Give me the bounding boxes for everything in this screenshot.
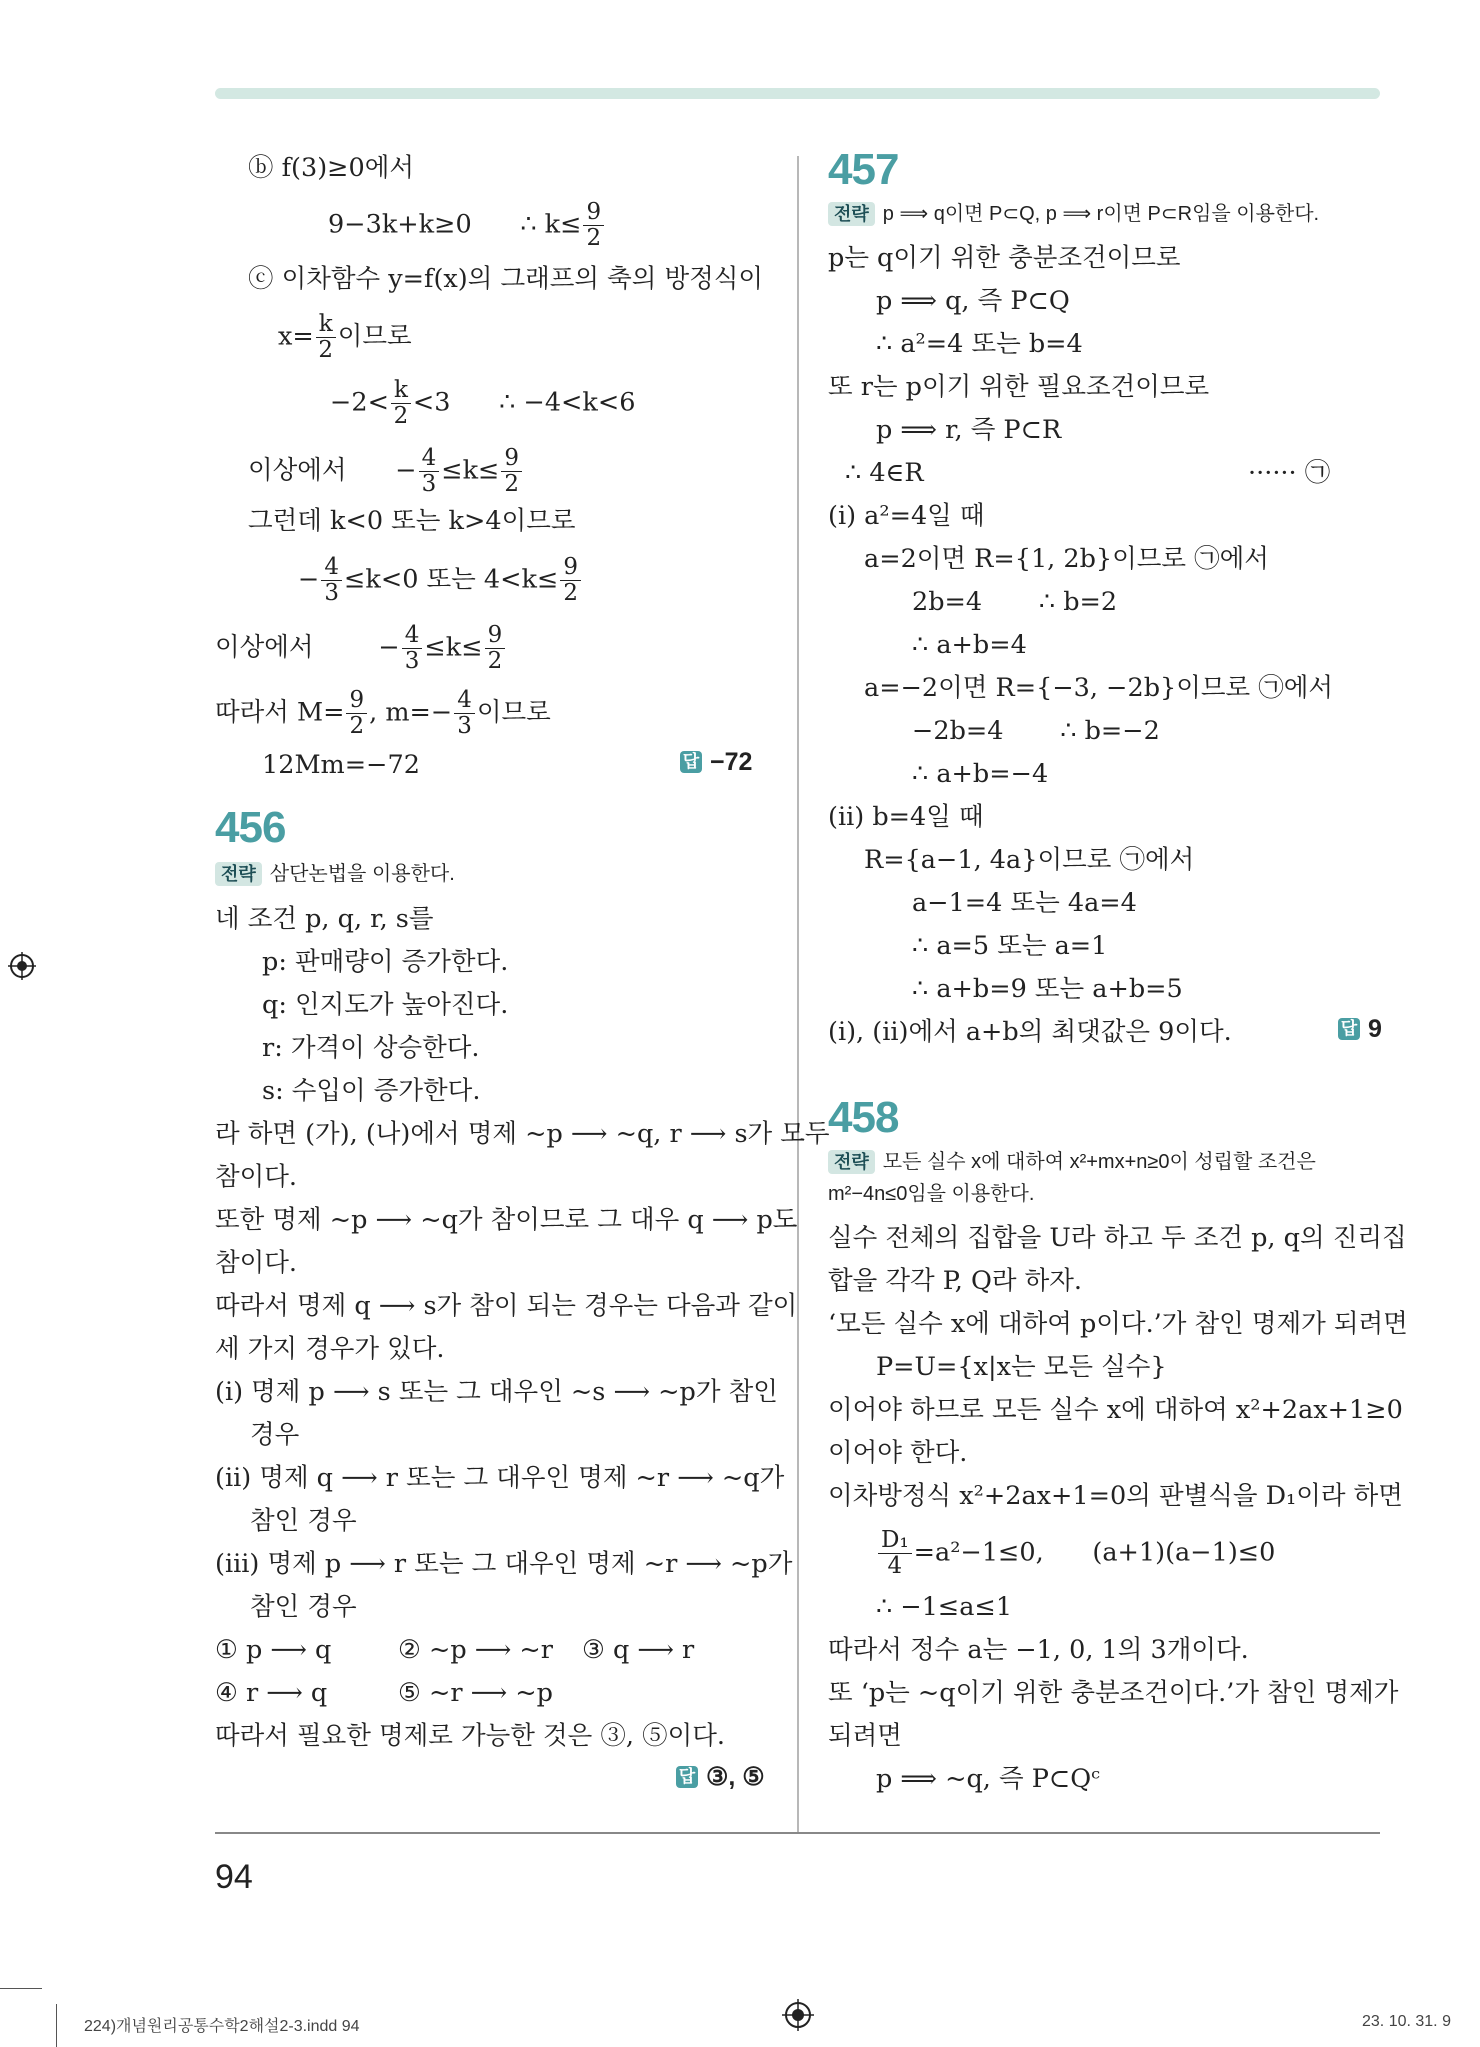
choice-4: ④ r ⟶ q: [215, 1678, 328, 1708]
text-line: a−1=4 또는 4a=4: [912, 888, 1137, 918]
footer-filename: 224)개념원리공통수학2해설2-3.indd 94: [84, 2018, 360, 2035]
text-line: 따라서 명제 q ⟶ s가 참이 되는 경우는 다음과 같이: [215, 1291, 798, 1321]
text-line: 그런데 k<0 또는 k>4이므로: [248, 506, 576, 536]
text-line: 또 ‘p는 ~q이기 위한 충분조건이다.’가 참인 명제가: [828, 1678, 1399, 1708]
text-line: 따라서 필요한 명제로 가능한 것은 ③, ⑤이다.: [215, 1721, 725, 1751]
text-line: ⓒ 이차함수 y=f(x)의 그래프의 축의 방정식이: [248, 264, 764, 294]
text-line: 참인 경우: [250, 1592, 357, 1622]
text-line: 따라서 정수 a는 −1, 0, 1의 3개이다.: [828, 1635, 1249, 1665]
text-line: (ii) 명제 q ⟶ r 또는 그 대우인 명제 ~r ⟶ ~q가: [215, 1463, 785, 1493]
column-divider: [797, 156, 799, 1834]
choice-2: ② ~p ⟶ ~r: [398, 1635, 553, 1665]
text-line: p는 q이기 위한 충분조건이므로: [828, 243, 1181, 273]
choice-1: ① p ⟶ q: [215, 1635, 332, 1665]
text-line: (i) a²=4일 때: [828, 501, 985, 531]
text-line: 되려면: [828, 1721, 902, 1751]
text-line: ∴ a+b=9 또는 a+b=5: [912, 974, 1183, 1004]
text-line: (iii) 명제 p ⟶ r 또는 그 대우인 명제 ~r ⟶ ~p가: [215, 1549, 793, 1579]
text-line: 이어야 한다.: [828, 1438, 968, 1468]
text-line: (ii) b=4일 때: [828, 802, 984, 832]
crop-mark: [0, 1988, 42, 1989]
problem-number-456: 456: [215, 803, 286, 852]
text-line: 경우: [250, 1420, 300, 1450]
answer-457: 답 9: [1338, 1015, 1382, 1044]
strategy-457: 전략 p ⟹ q이면 P⊂Q, p ⟹ r이면 P⊂R임을 이용한다.: [828, 200, 1319, 228]
problem-number-457: 457: [828, 145, 899, 194]
text-line: ∴ a+b=−4: [912, 759, 1049, 789]
page-number: 94: [215, 1858, 253, 1896]
text-line: ‘모든 실수 x에 대하여 p이다.’가 참인 명제가 되려면: [828, 1309, 1408, 1339]
text-line: 실수 전체의 집합을 U라 하고 두 조건 p, q의 진리집: [828, 1223, 1407, 1253]
text-line: − $\frac{4}{3}$ ≤k<0 또는 4<k≤ $\frac{9}{2}$: [298, 555, 583, 606]
text-line: 합을 각각 P, Q라 하자.: [828, 1266, 1082, 1296]
text-line: ∴ a+b=4: [912, 630, 1027, 660]
strategy-456: 전략 삼단논법을 이용한다.: [215, 860, 455, 888]
text-line: 참인 경우: [250, 1506, 357, 1536]
strategy-tag: 전략: [828, 1150, 875, 1174]
text-line: 이차방정식 x²+2ax+1=0의 판별식을 D₁이라 하면: [828, 1481, 1403, 1511]
registration-mark-icon: [782, 1999, 814, 2031]
footer-date: 23. 10. 31. 9: [1362, 2013, 1451, 2030]
text-line: 또한 명제 ~p ⟶ ~q가 참이므로 그 대우 q ⟶ p도: [215, 1205, 798, 1235]
equation-label: ······ ㉠: [1248, 458, 1331, 488]
text-line: ∴ a=5 또는 a=1: [912, 931, 1108, 961]
answer-456: 답 ③, ⑤: [676, 1762, 765, 1792]
text-line: 따라서 M= $\frac{9}{2}$ , m=− $\frac{4}{3}$ 이므로: [215, 687, 551, 739]
text-line: p ⟹ ~q, 즉 P⊂Qᶜ: [876, 1764, 1100, 1794]
text-line: 이어야 하므로 모든 실수 x에 대하여 x²+2ax+1≥0: [828, 1395, 1403, 1425]
choice-5: ⑤ ~r ⟶ ~p: [398, 1678, 553, 1708]
strategy-tag: 전략: [215, 862, 262, 886]
problem-number-458: 458: [828, 1093, 899, 1142]
text-line: s: 수입이 증가한다.: [262, 1076, 481, 1106]
text-line: a=2이면 R={1, 2b}이므로 ㉠에서: [864, 544, 1269, 574]
strategy-458-cont: m²−4n≤0임을 이용한다.: [828, 1183, 1035, 1205]
text-line: 2b=4 ∴ b=2: [912, 587, 1118, 617]
choice-3: ③ q ⟶ r: [582, 1635, 695, 1665]
header-bar: [215, 88, 1380, 99]
text-line: 12Mm=−72: [262, 750, 420, 780]
text-line: ∴ a²=4 또는 b=4: [876, 329, 1083, 359]
text-line: 9−3k+k≥0 ∴ k≤ $\frac{9}{2}$: [328, 200, 606, 251]
text-line: 세 가지 경우가 있다.: [215, 1334, 445, 1364]
answer-icon: 답: [676, 1766, 698, 1788]
text-line: 참이다.: [215, 1248, 298, 1278]
answer-icon: 답: [1338, 1018, 1360, 1040]
text-line: p ⟹ r, 즉 P⊂R: [876, 415, 1062, 445]
text-line: 또 r는 p이기 위한 필요조건이므로: [828, 372, 1210, 402]
text-line: P=U={x|x는 모든 실수}: [876, 1352, 1167, 1382]
text-line: 이상에서 − $\frac{4}{3}$ ≤k≤ $\frac{9}{2}$: [248, 446, 524, 497]
answer-455: 답 −72: [680, 748, 752, 777]
registration-mark-icon: [8, 952, 36, 980]
text-line: r: 가격이 상승한다.: [262, 1033, 480, 1063]
strategy-458: 전략 모든 실수 x에 대하여 x²+mx+n≥0이 성립할 조건은: [828, 1148, 1316, 1176]
text-line: (i) 명제 p ⟶ s 또는 그 대우인 ~s ⟶ ~p가 참인: [215, 1377, 778, 1407]
text-line: a=−2이면 R={−3, −2b}이므로 ㉠에서: [864, 673, 1334, 703]
strategy-tag: 전략: [828, 202, 875, 226]
text-line: −2< $\frac{k}{2}$ <3 ∴ −4<k<6: [330, 377, 636, 429]
bottom-rule: [215, 1832, 1380, 1834]
text-line: 라 하면 (가), (나)에서 명제 ~p ⟶ ~q, r ⟶ s가 모두: [215, 1119, 830, 1149]
text-line: (i), (ii)에서 a+b의 최댓값은 9이다.: [828, 1017, 1232, 1047]
text-line: x= $\frac{k}{2}$ 이므로: [278, 311, 412, 363]
crop-mark: [56, 2004, 57, 2047]
answer-icon: 답: [680, 751, 702, 773]
text-line: 네 조건 p, q, r, s를: [215, 904, 434, 934]
text-line: 참이다.: [215, 1162, 298, 1192]
text-line: ∴ 4∈R: [845, 458, 924, 488]
text-line: 이상에서 − $\frac{4}{3}$ ≤k≤ $\frac{9}{2}$: [215, 623, 507, 674]
text-line: ⓑ f(3)≥0에서: [248, 153, 415, 183]
text-line: p: 판매량이 증가한다.: [262, 947, 509, 977]
text-line: R={a−1, 4a}이므로 ㉠에서: [864, 845, 1195, 875]
text-line: ∴ −1≤a≤1: [876, 1592, 1013, 1622]
text-line: q: 인지도가 높아진다.: [262, 990, 509, 1020]
text-line: −2b=4 ∴ b=−2: [912, 716, 1160, 746]
text-line: $\frac{\text{D₁}}{4}$ =a²−1≤0, (a+1)(a−1)≤0: [876, 1528, 1275, 1579]
text-line: p ⟹ q, 즉 P⊂Q: [876, 286, 1070, 316]
